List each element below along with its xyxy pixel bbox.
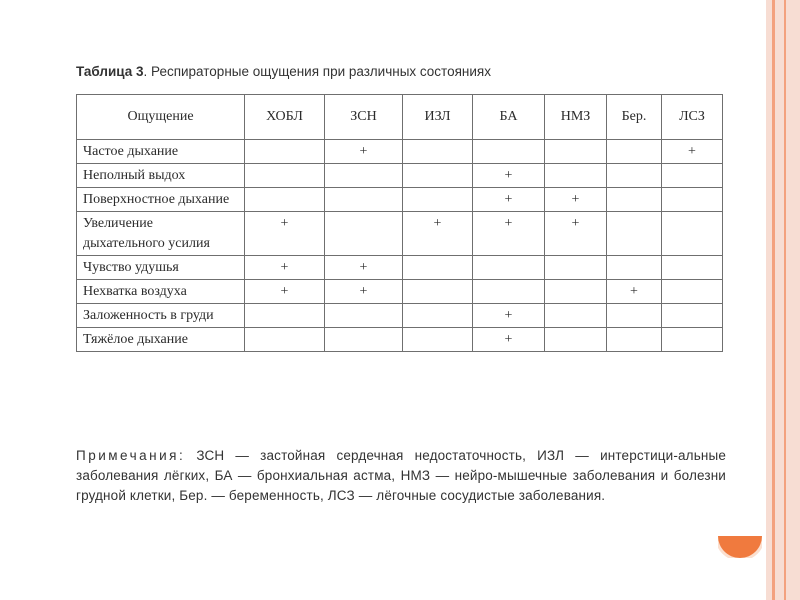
row-label: Неполный выдох	[77, 164, 245, 188]
table-cell	[473, 280, 545, 304]
table-cell	[545, 304, 607, 328]
column-header: БА	[473, 95, 545, 140]
table-cell	[245, 304, 325, 328]
table-cell	[325, 212, 403, 256]
table-cell: +	[325, 256, 403, 280]
caption-label: Таблица 3	[76, 64, 144, 79]
table-cell: +	[473, 212, 545, 256]
table-caption	[76, 64, 491, 79]
column-header: Ощущение	[77, 95, 245, 140]
table-cell: +	[473, 188, 545, 212]
table-row	[77, 256, 723, 280]
table-cell	[325, 304, 403, 328]
notes-text: ЗСН — застойная сердечная недостаточность, ИЗЛ — интерстици-альные заболевания лёгких, БА — бронхиальная астма, НМЗ — нейро-мышечные заболевания и болезни грудной клетки, Бер. — беременность, ЛСЗ — лёгочные сосудистые заболевания.	[76, 448, 726, 503]
column-header: ЗСН	[325, 95, 403, 140]
table-cell	[607, 164, 662, 188]
table-cell: +	[607, 280, 662, 304]
table-cell	[607, 304, 662, 328]
row-label: Чувство удушья	[77, 256, 245, 280]
table-cell	[245, 328, 325, 352]
table-cell	[662, 304, 723, 328]
row-label: Заложенность в груди	[77, 304, 245, 328]
table-cell: +	[325, 280, 403, 304]
respiratory-sensations-table	[76, 94, 723, 352]
table-cell	[545, 164, 607, 188]
table-cell: +	[662, 140, 723, 164]
table-cell	[473, 256, 545, 280]
table-cell	[662, 256, 723, 280]
table-cell	[473, 140, 545, 164]
table-cell	[403, 256, 473, 280]
table-cell: +	[245, 212, 325, 256]
row-label: Нехватка воздуха	[77, 280, 245, 304]
column-header: ХОБЛ	[245, 95, 325, 140]
table-cell: +	[545, 188, 607, 212]
table-cell	[403, 140, 473, 164]
row-label: Тяжёлое дыхание	[77, 328, 245, 352]
table-cell	[607, 328, 662, 352]
column-header: НМЗ	[545, 95, 607, 140]
row-label: Частое дыхание	[77, 140, 245, 164]
table-cell	[662, 188, 723, 212]
table-cell	[245, 188, 325, 212]
table-cell	[545, 140, 607, 164]
table-row	[77, 140, 723, 164]
table-cell: +	[473, 328, 545, 352]
table-cell	[245, 164, 325, 188]
table-cell	[325, 188, 403, 212]
table-cell: +	[245, 280, 325, 304]
table-header-row	[77, 95, 723, 140]
table-row	[77, 280, 723, 304]
column-header: ЛСЗ	[662, 95, 723, 140]
column-header: Бер.	[607, 95, 662, 140]
table-cell	[607, 256, 662, 280]
table-cell: +	[473, 164, 545, 188]
table-cell: +	[245, 256, 325, 280]
table-cell	[403, 280, 473, 304]
table-cell	[545, 280, 607, 304]
table-cell	[545, 328, 607, 352]
row-label: Увеличение дыхательного усилия	[77, 212, 245, 256]
table-cell: +	[545, 212, 607, 256]
table-notes	[76, 446, 726, 506]
table-cell	[403, 304, 473, 328]
row-label: Поверхностное дыхание	[77, 188, 245, 212]
table-cell: +	[473, 304, 545, 328]
table-row	[77, 212, 723, 256]
table-cell	[662, 212, 723, 256]
table-row	[77, 188, 723, 212]
caption-text: . Респираторные ощущения при различных состояниях	[143, 64, 491, 79]
table-cell: +	[325, 140, 403, 164]
slide-top-margin	[0, 0, 766, 12]
table-cell	[325, 164, 403, 188]
table-cell	[403, 328, 473, 352]
notes-lead: Примечания:	[76, 448, 186, 463]
slide-border-line	[772, 0, 775, 600]
table-row	[77, 164, 723, 188]
table-row	[77, 328, 723, 352]
table-cell	[245, 140, 325, 164]
table-cell	[662, 328, 723, 352]
column-header: ИЗЛ	[403, 95, 473, 140]
table-cell	[607, 212, 662, 256]
table-cell	[607, 188, 662, 212]
table-cell: +	[403, 212, 473, 256]
table-cell	[403, 164, 473, 188]
table-cell	[325, 328, 403, 352]
table-cell	[545, 256, 607, 280]
table-cell	[607, 140, 662, 164]
table-cell	[662, 164, 723, 188]
table-cell	[662, 280, 723, 304]
decorative-orange-circle	[718, 514, 762, 558]
table-cell	[403, 188, 473, 212]
table-row	[77, 304, 723, 328]
slide-border-line	[784, 0, 786, 600]
